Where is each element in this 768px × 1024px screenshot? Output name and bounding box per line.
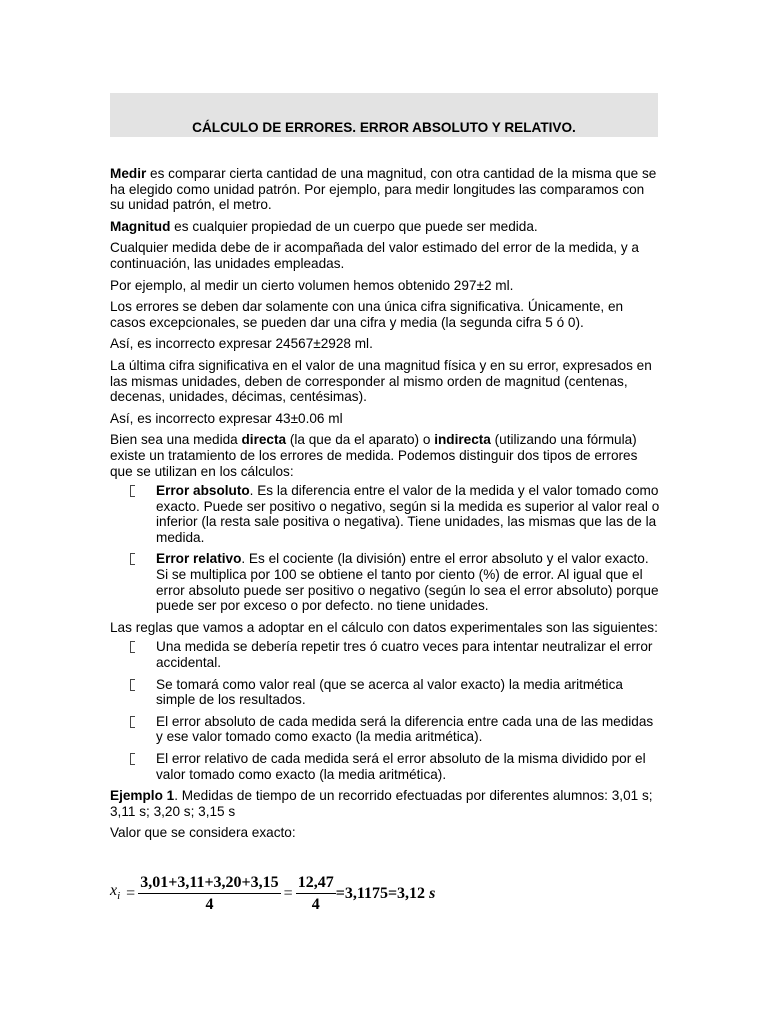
paragraph-text: es comparar cierta cantidad de una magnitud, con otra cantidad de la misma que se ha elegido como unidad patrón. Por ejemplo, para medir longitudes las comparamos con su unidad patrón, el metro. — [110, 166, 657, 213]
fraction-total — [296, 874, 336, 914]
paragraph: Así, es incorrecto expresar 43±0.06 ml — [110, 410, 343, 426]
error-types-list — [110, 483, 662, 614]
formula-equals: = — [126, 885, 136, 903]
list-item-text: . Es el cociente (la división) entre el error absoluto y el valor exacto. Si se multiplica por 100 se obtiene el tanto por ciento (%) de error. Al igual que el error absoluto puede ser positivo o negativo (según lo sea el error absoluto) porque puede ser por exceso o por defecto. no tiene unidades. — [156, 551, 659, 614]
term-indirecta: indirecta — [434, 432, 491, 448]
bullet-icon — [110, 714, 156, 745]
paragraph: Las reglas que vamos a adoptar en el cálculo con datos experimentales son las siguientes: — [110, 619, 658, 635]
document-body — [110, 166, 662, 847]
paragraph: Los errores se deben dar solamente con una única cifra significativa. Únicamente, en casos excepcionales, se pueden dar una cifra y media (la segunda cifra 5 ó 0). — [110, 299, 624, 330]
list-item — [110, 677, 662, 708]
term-error-relativo: Error relativo — [156, 551, 242, 567]
paragraph-ejemplo — [110, 788, 662, 819]
fraction-denominator: 4 — [296, 893, 336, 914]
list-item — [110, 714, 662, 745]
bullet-icon — [110, 751, 156, 782]
paragraph-text: Bien sea una medida — [110, 432, 242, 448]
term-ejemplo: Ejemplo 1 — [110, 788, 175, 804]
formula-result: =3,1175=3,12 s — [335, 885, 436, 903]
rules-list — [110, 639, 662, 782]
paragraph-text: (utilizando una fórmula) existe un tratamiento de los errores de medida. Podemos distinguir dos tipos de errores que se utilizan en los cálculos: — [110, 432, 638, 479]
list-item-text: . Es la diferencia entre el valor de la medida y el valor tomado como exacto. Puede ser positivo o negativo, según si la medida es superior al valor real o inferior (la resta sale positiva o negativa). Tiene unidades, las mismas que las de la medida. — [156, 483, 660, 545]
list-item — [110, 483, 662, 545]
list-item — [110, 751, 662, 782]
formula-unit: s — [429, 885, 436, 903]
document-title: CÁLCULO DE ERRORES. ERROR ABSOLUTO Y RELATIVO. — [192, 120, 576, 135]
paragraph: La última cifra significativa en el valor de una magnitud física y en su error, expresados en las mismas unidades, deben de corresponder al mismo orden de magnitud (centenas, decenas, unidades, décimas, centésimas). — [110, 357, 652, 405]
formula-variable: $x_i$ — [110, 882, 121, 903]
list-item-text: Se tomará como valor real (que se acerca al valor exacto) la media aritmética simple de los resultados. — [156, 676, 623, 708]
fraction-denominator: 4 — [138, 893, 280, 914]
list-item-text: Una medida se debería repetir tres ó cuatro veces para intentar neutralizar el error accidental. — [156, 639, 653, 671]
list-item-text: El error relativo de cada medida será el error absoluto de la misma dividido por el valor tomado como exacto (la media aritmética). — [156, 751, 646, 782]
paragraph: Así, es incorrecto expresar 24567±2928 ml. — [110, 336, 373, 352]
paragraph-text: . Medidas de tiempo de un recorrido efectuadas por diferentes alumnos: 3,01 s; 3,11 s; 3,20 s; 3,15 s — [110, 788, 653, 819]
paragraph-text: (la que da el aparato) o — [286, 432, 435, 448]
fraction-numerator: 3,01+3,11+3,20+3,15 — [140, 874, 279, 891]
list-item-text: El error absoluto de cada medida será la diferencia entre cada una de las medidas y ese valor tomado como exacto (la media aritmética). — [156, 713, 654, 745]
fraction-sum — [138, 874, 280, 914]
fraction-numerator: 12,47 — [297, 874, 334, 891]
bullet-icon — [110, 551, 156, 613]
paragraph: Cualquier medida debe de ir acompañada del valor estimado del error de la medida, y a continuación, las unidades empleadas. — [110, 240, 639, 271]
paragraph: Por ejemplo, al medir un cierto volumen hemos obtenido 297±2 ml. — [110, 277, 514, 293]
paragraph-text: es cualquier propiedad de un cuerpo que puede ser medida. — [170, 218, 538, 234]
paragraph-medir — [110, 166, 662, 213]
bullet-icon — [110, 639, 156, 670]
list-item — [110, 551, 662, 613]
formula-equals: = — [283, 885, 293, 903]
title-bar — [110, 93, 658, 137]
paragraph: Valor que se considera exacto: — [110, 825, 296, 841]
paragraph-magnitud — [110, 219, 662, 235]
paragraph-directa-indirecta — [110, 432, 662, 479]
bullet-icon — [110, 677, 156, 708]
mean-formula — [110, 872, 470, 916]
list-item — [110, 639, 662, 670]
term-magnitud: Magnitud — [110, 218, 171, 234]
term-error-absoluto: Error absoluto — [156, 483, 250, 499]
term-medir: Medir — [110, 166, 147, 181]
bullet-icon — [110, 483, 156, 545]
term-directa: directa — [241, 432, 287, 448]
